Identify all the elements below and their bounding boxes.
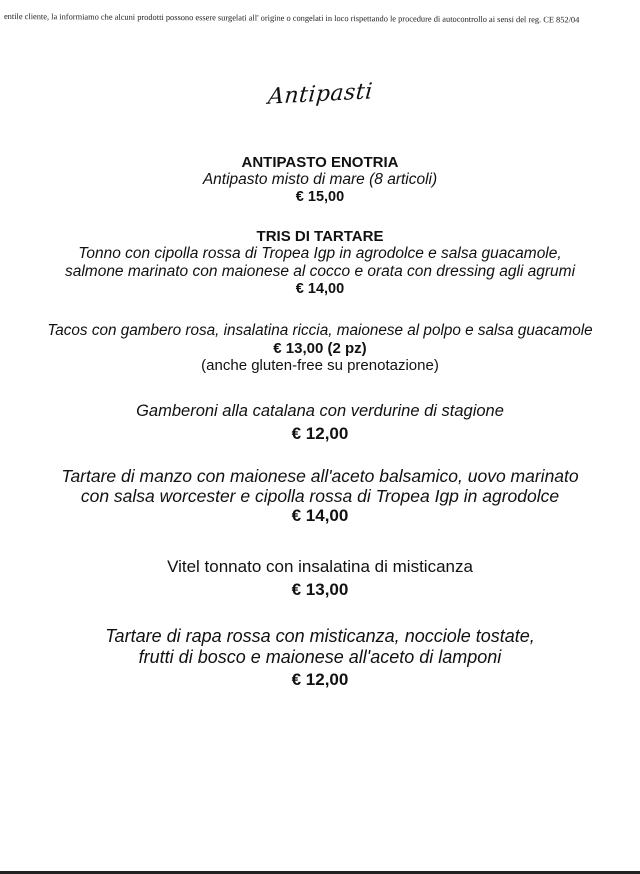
item-description: Tartare di manzo con maionese all'aceto balsamico, uovo marinato <box>61 466 579 486</box>
allergen-notice: entile cliente, la informiamo che alcuni prodotti possono essere surgelati all' origine o congelati in loco rispettando le procedure di autocontrollo ai sensi del reg. CE 852/04 <box>3 12 580 25</box>
menu-item-gamberoni <box>0 402 640 444</box>
item-description: Tacos con gambero rosa, insalatina riccia, maionese al polpo e salsa guacamole <box>47 322 593 339</box>
item-description: con salsa worcester e cipolla rossa di Tropea Igp in agrodolce <box>80 486 560 507</box>
section-title-text: Antipasti <box>266 79 374 110</box>
item-description: Gamberoni alla catalana con verdurine di stagione <box>136 402 504 420</box>
item-description: Tartare di rapa rossa con misticanza, nocciole tostate, <box>105 626 535 646</box>
item-description: salmone marinato con maionese al cocco e orata con dressing agli agrumi <box>64 263 576 281</box>
item-price: € 13,00 (2 pz) <box>273 339 367 357</box>
menu-item-vitel-tonnato <box>0 557 640 599</box>
item-note: (anche gluten-free su prenotazione) <box>201 356 439 374</box>
section-title <box>0 79 640 110</box>
item-price: € 15,00 <box>295 189 345 206</box>
item-price: € 12,00 <box>291 423 349 443</box>
menu-item-tartare-rapa <box>0 626 640 690</box>
item-price: € 14,00 <box>295 280 345 297</box>
item-price: € 13,00 <box>291 579 349 599</box>
menu-item-tris-di-tartare <box>0 228 640 298</box>
item-price: € 12,00 <box>291 670 349 690</box>
menu-item-tacos <box>0 322 640 374</box>
item-name: TRIS DI TARTARE <box>256 228 384 245</box>
item-description: Vitel tonnato con insalatina di misticanza <box>167 557 473 576</box>
item-description: frutti di bosco e maionese all'aceto di lamponi <box>138 646 502 667</box>
item-description: Tonno con cipolla rossa di Tropea Igp in agrodolce e salsa guacamole, <box>78 245 562 263</box>
item-price: € 14,00 <box>291 506 349 526</box>
item-name: ANTIPASTO ENOTRIA <box>241 154 399 171</box>
menu-item-tartare-manzo <box>0 466 640 526</box>
item-description: Antipasto misto di mare (8 articoli) <box>202 171 438 189</box>
menu-item-antipasto-enotria <box>0 154 640 206</box>
